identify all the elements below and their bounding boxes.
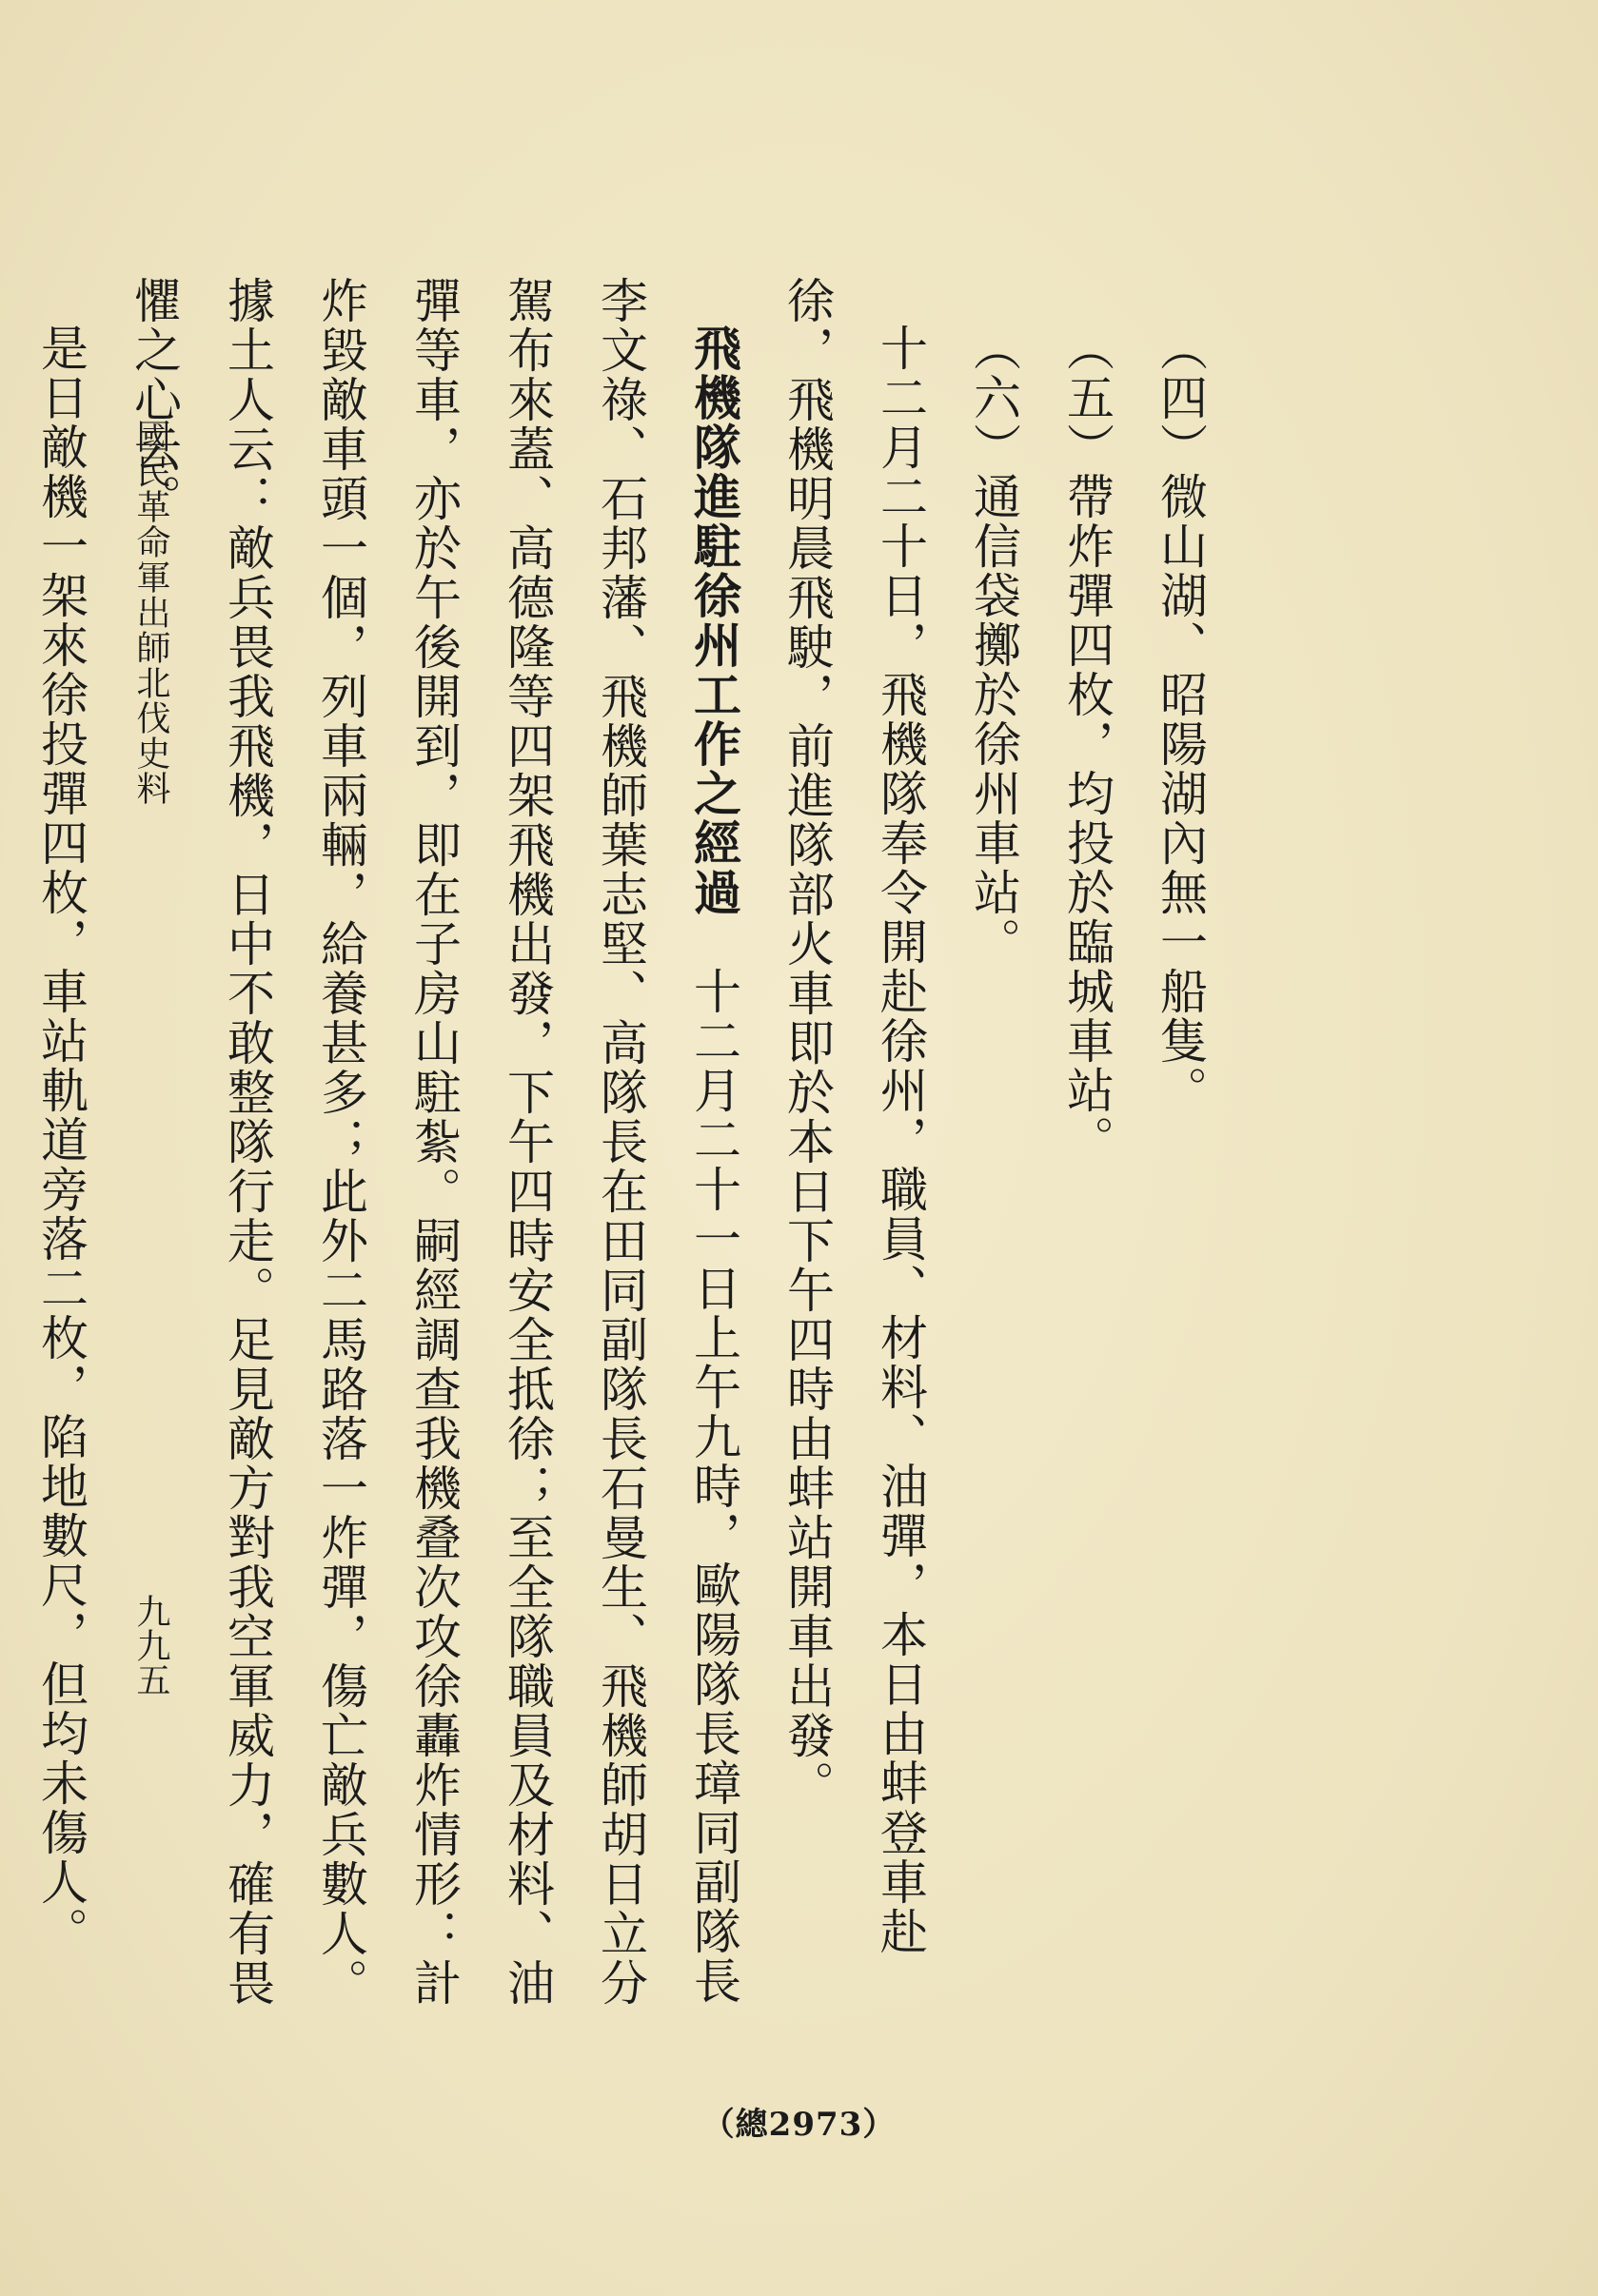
paragraph: （五）帶炸彈四枚，均投於臨城車站。 xyxy=(1059,324,1115,1165)
paragraph: 是日敵機一架來徐投彈四枚，車站軌道旁落二枚，陷地數尺，但均未傷人。 xyxy=(33,324,89,1956)
body-text xyxy=(0,276,1227,2036)
paragraph: （六）通信袋擲於徐州車站。 xyxy=(966,324,1021,967)
paragraph-text: 十二月二十一日上午九時，歐陽隊長璋同副隊長李文祿、石邦藩、飛機師葉志堅、高隊長在田同副隊長石曼生、飛機師胡日立分駕布來蓋、高德隆等四架飛機出發，下午四時安全抵徐；至全隊職員及材料、油彈等車，亦於午後開到，即在子房山駐紮。嗣經調查我機叠次攻徐轟炸情形：計炸毀敵車頭一個，列車兩輛，給養甚多；此外二馬路落一炸彈，傷亡敵兵數人。據土人云：敵兵畏我飛機，日中不敢整隊行走。足見敵方對我空軍威力，確有畏懼之心云。 xyxy=(127,276,741,2008)
paragraph: （四）微山湖、昭陽湖內無一船隻。 xyxy=(1153,324,1208,1115)
paragraph-with-heading xyxy=(108,276,760,2036)
running-title: 國民革命軍出師北伐史料 xyxy=(131,419,170,806)
page-number: 九九五 xyxy=(131,1594,170,1697)
paragraph: 十二月二十日，飛機隊奉令開赴徐州，職員、材料、油彈，本日由蚌登車赴徐，飛機明晨飛駛，前進隊部火車即於本日下午四時由蚌站開車出發。 xyxy=(779,276,928,1956)
serial-number: （總2973） xyxy=(701,2106,897,2144)
paragraph xyxy=(0,276,14,2036)
section-heading: 飛機隊進駐徐州工作之經過 xyxy=(686,324,742,917)
